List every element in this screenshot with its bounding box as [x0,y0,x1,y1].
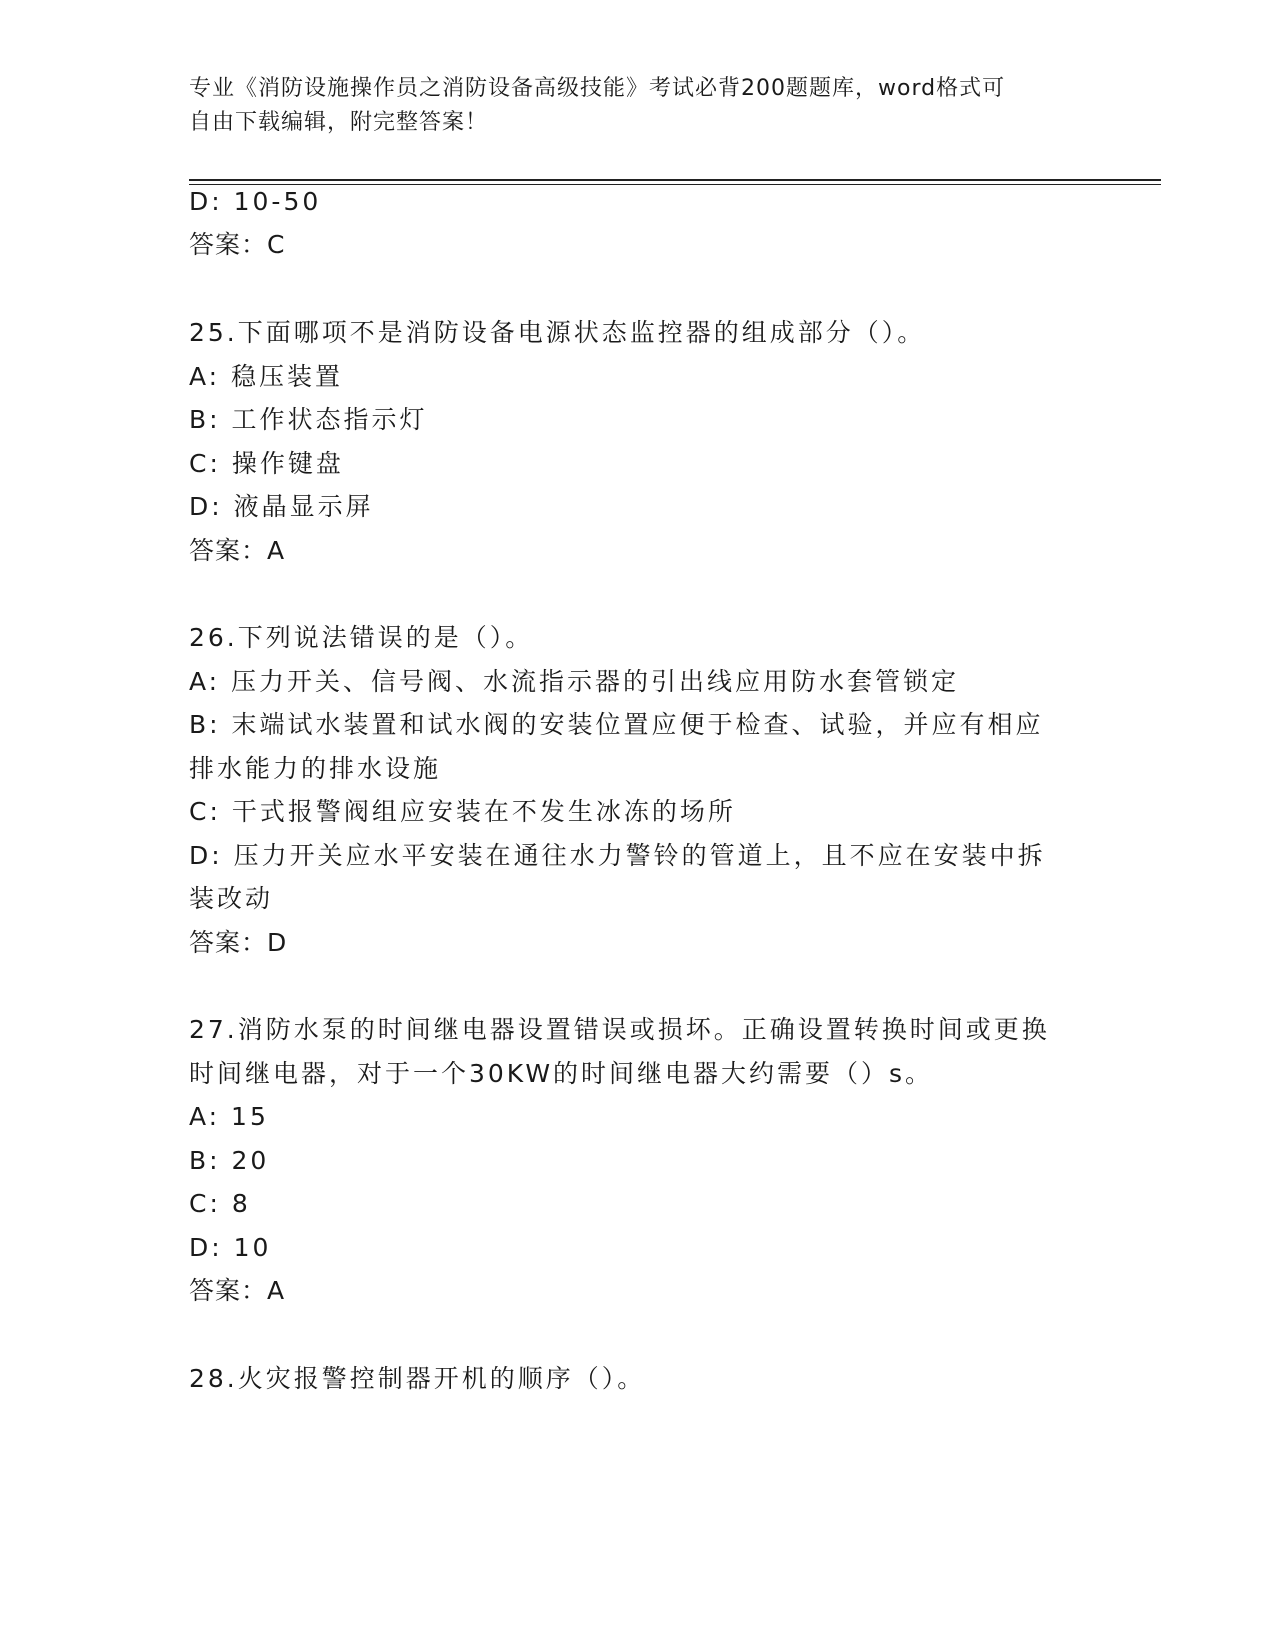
q27-question-line2: 时间继电器，对于一个30KW的时间继电器大约需要（）s。 [189,1059,934,1088]
q27-option-c: C: 8 [189,1189,251,1218]
q26-option-d-line2: 装改动 [189,884,274,913]
q27-option-a: A: 15 [189,1102,269,1131]
q26-question: 26.下列说法错误的是（）。 [189,623,534,652]
q27-question-line1: 27.消防水泵的时间继电器设置错误或损坏。正确设置转换时间或更换 [189,1015,1050,1044]
q27-answer: 答案：A [189,1276,286,1305]
header-rule-thick [189,179,1161,181]
prev-option-d: D: 10-50 [189,187,322,216]
prev-answer: 答案：C [189,230,286,259]
q26-option-d-line1: D: 压力开关应水平安装在通往水力警铃的管道上，且不应在安装中拆 [189,841,1046,870]
q26-option-b-line1: B: 末端试水装置和试水阀的安装位置应便于检查、试验，并应有相应 [189,710,1044,739]
header-line-2: 自由下载编辑，附完整答案！ [189,110,489,135]
q25-option-b: B: 工作状态指示灯 [189,405,428,434]
q26-answer: 答案：D [189,928,288,957]
q25-question: 25.下面哪项不是消防设备电源状态监控器的组成部分（）。 [189,318,926,347]
q26-option-c: C: 干式报警阀组应安装在不发生冰冻的场所 [189,797,736,826]
q25-option-a: A: 稳压装置 [189,362,344,391]
q25-option-d: D: 液晶显示屏 [189,492,374,521]
q26-option-b-line2: 排水能力的排水设施 [189,754,442,783]
header-line-1: 专业《消防设施操作员之消防设备高级技能》考试必背200题题库，word格式可 [189,76,1006,101]
q27-option-b: B: 20 [189,1146,270,1175]
q26-option-a: A: 压力开关、信号阀、水流指示器的引出线应用防水套管锁定 [189,667,960,696]
header-rule-thin [189,184,1161,185]
document-header [189,72,1089,140]
q25-option-c: C: 操作键盘 [189,449,344,478]
q27-option-d: D: 10 [189,1233,272,1262]
q28-question: 28.火灾报警控制器开机的顺序（）。 [189,1364,646,1393]
q25-answer: 答案：A [189,536,286,565]
